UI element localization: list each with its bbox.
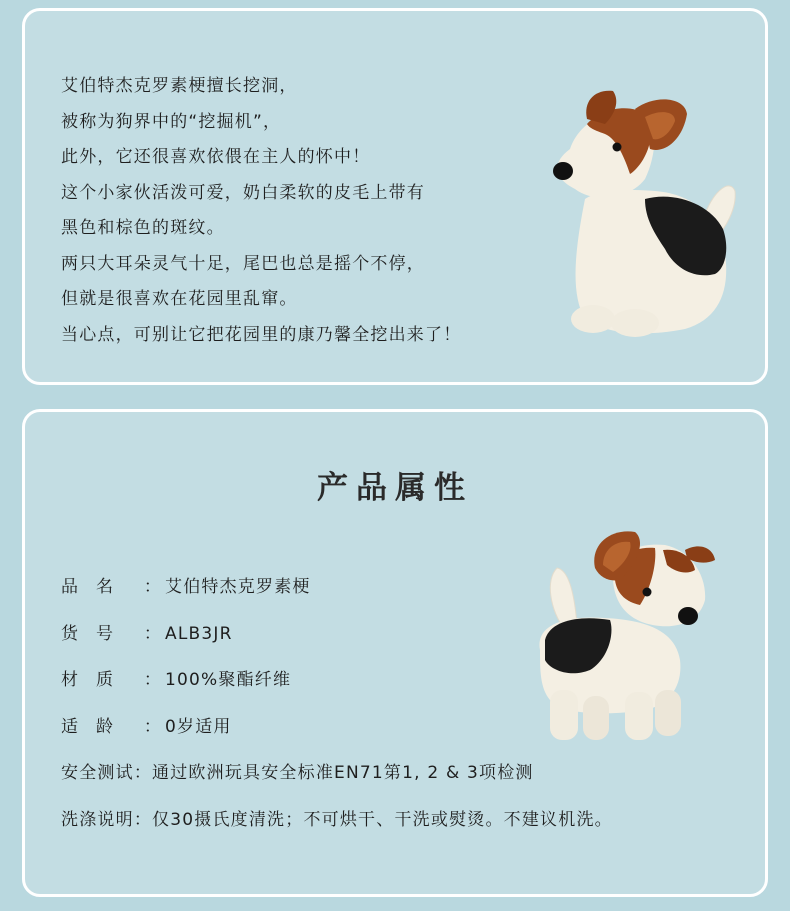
description-line: 艾伯特杰克罗素梗擅长挖洞， (61, 76, 298, 96)
attribute-value: 艾伯特杰克罗素梗 (165, 577, 311, 597)
attribute-row-washing (61, 797, 613, 844)
attribute-separator: ： (133, 763, 153, 783)
attribute-separator: ： (143, 577, 163, 597)
attribute-label: 材质 (61, 670, 131, 690)
description-line: 这个小家伙活泼可爱，奶白柔软的皮毛上带有 (61, 182, 425, 203)
description-line: 黑色和棕色的斑纹。 (61, 218, 225, 238)
attribute-label: 适龄 (61, 716, 131, 737)
attribute-label: 货号 (61, 623, 131, 644)
description-text (61, 69, 461, 353)
attribute-separator: ： (143, 716, 163, 737)
description-line: 当心点，可别让它把花园里的康乃馨全挖出来了！ (61, 324, 462, 345)
attribute-row-safety (61, 750, 613, 797)
attribute-label: 安全测试 (61, 763, 134, 783)
attribute-separator: ： (143, 670, 163, 690)
attribute-label: 洗涤说明 (61, 809, 134, 830)
attribute-value: 仅30摄氏度清洗；不可烘干、干洗或熨烫。不建议机洗。 (152, 809, 613, 830)
attribute-value: 0岁适用 (165, 716, 232, 737)
plush-dog-image-standing (495, 520, 735, 750)
plush-dog-image-sitting (525, 79, 740, 344)
attributes-title: 产品属性 (317, 470, 473, 506)
attributes-card (22, 409, 768, 897)
description-line: 此外，它还很喜欢依偎在主人的怀中！ (61, 147, 371, 167)
description-line: 被称为狗界中的“挖掘机”， (61, 111, 282, 132)
attribute-value: ALB3JR (165, 623, 233, 644)
attribute-value: 100%聚酯纤维 (165, 670, 292, 690)
description-line: 两只大耳朵灵气十足，尾巴也总是摇个不停， (61, 253, 425, 274)
attribute-label: 品名 (61, 577, 131, 597)
description-line: 但就是很喜欢在花园里乱窜。 (61, 289, 298, 309)
attribute-value: 通过欧洲玩具安全标准EN71第1, 2 & 3项检测 (152, 763, 534, 783)
attribute-separator: ： (143, 623, 163, 644)
description-card (22, 8, 768, 385)
attribute-separator: ： (133, 809, 153, 830)
